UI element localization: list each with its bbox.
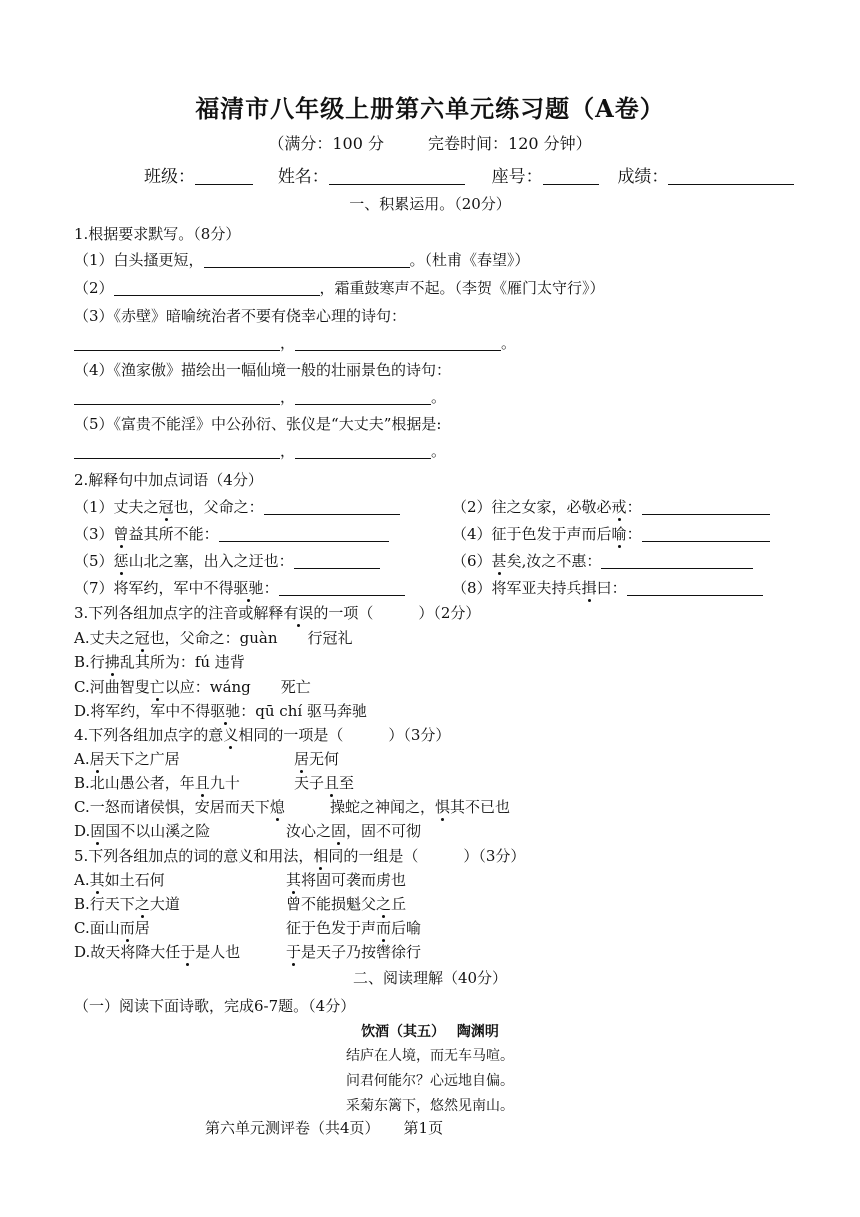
q4-option-a: A.居天下之广居 xyxy=(74,750,180,768)
answer-blank[interactable] xyxy=(74,442,280,459)
q3-option-b: B.行拂乱其所为：fú 违背 xyxy=(74,653,245,671)
reading-part-1: （一）阅读下面诗歌，完成6-7题。（4分） xyxy=(74,997,356,1015)
q5-option-c-2: 征于色发于声而后喻 xyxy=(286,919,422,937)
q4-title: 4.下列各组加点字的意义相同的一项是（ ）（3分） xyxy=(74,726,451,744)
q1-item-5-answer: ， 。 xyxy=(74,441,446,461)
q1-item-4: （4）《渔家傲》描绘出一幅仙境一般的壮丽景色的诗句： xyxy=(74,361,452,379)
q2-item-1: （1）丈夫之冠也，父命之： xyxy=(74,497,400,517)
class-label: 班级： xyxy=(144,167,195,187)
q5-option-c: C.面山而居 xyxy=(74,919,150,937)
q1-title: 1.根据要求默写。（8分） xyxy=(74,225,241,243)
answer-blank[interactable] xyxy=(114,279,320,296)
q3-option-d: D.将军约，军中不得驱驰：qū chí 驱马奔驰 xyxy=(74,702,367,720)
poem-title: 饮酒（其五） 陶渊明 xyxy=(361,1024,499,1040)
page-title: 福清市八年级上册第六单元练习题（A卷） xyxy=(195,94,665,123)
class-blank[interactable] xyxy=(195,168,253,185)
answer-blank[interactable] xyxy=(74,388,280,405)
q4-option-d-2: 汝心之固，固不可彻 xyxy=(286,822,422,840)
answer-blank[interactable] xyxy=(295,442,431,459)
answer-blank[interactable] xyxy=(279,579,405,596)
q2-item-7: （7）将军约，军中不得驱驰： xyxy=(74,578,405,598)
q2-item-5: （5）惩山北之塞，出入之迂也： xyxy=(74,551,380,571)
q4-option-c: C.一怒而诸侯惧，安居而天下熄 xyxy=(74,798,285,816)
answer-blank[interactable] xyxy=(74,334,280,351)
q5-option-b-2: 曾不能损魁父之丘 xyxy=(286,895,407,913)
poem-line-1: 结庐在人境，而无车马喧。 xyxy=(346,1048,514,1064)
score-label: 成绩： xyxy=(617,167,669,187)
time-value: 120 xyxy=(508,134,539,153)
q1-item-5: （5）《富贵不能淫》中公孙衍、张仪是“大丈夫”根据是: xyxy=(74,415,442,433)
seat-blank[interactable] xyxy=(543,168,599,185)
meta-close: 分钟） xyxy=(543,134,592,153)
answer-blank[interactable] xyxy=(295,388,431,405)
answer-blank[interactable] xyxy=(295,334,501,351)
name-label: 姓名： xyxy=(277,167,329,187)
name-blank[interactable] xyxy=(329,168,465,185)
q1-item-3-answer: ， 。 xyxy=(74,333,516,353)
answer-blank[interactable] xyxy=(264,498,400,515)
page-number: 第1页 xyxy=(403,1119,444,1137)
section-heading-1: 一、积累运用。（20分） xyxy=(349,195,511,213)
meta-unit: 分 xyxy=(367,134,384,153)
q4-option-c-2: 操蛇之神闻之，惧其不已也 xyxy=(330,798,511,816)
q2-item-8: （8）将军亚夫持兵揖曰： xyxy=(452,578,763,598)
answer-blank[interactable] xyxy=(294,552,380,569)
score-blank[interactable] xyxy=(668,168,794,185)
exam-meta xyxy=(0,134,860,154)
q1-item-4-answer: ， 。 xyxy=(74,387,446,407)
q2-item-4: （4）征于色发于声而后喻： xyxy=(452,524,770,544)
q3-option-a: A.丈夫之冠也，父命之：guàn 行冠礼 xyxy=(74,629,353,647)
answer-blank[interactable] xyxy=(627,579,763,596)
q2-item-2: （2）往之女家，必敬必戒： xyxy=(452,497,770,517)
answer-blank[interactable] xyxy=(642,525,770,542)
answer-blank[interactable] xyxy=(642,498,770,515)
q1-item-3: （3）《赤壁》暗喻统治者不要有侥幸心理的诗句： xyxy=(74,307,407,325)
q5-option-d: D.故天将降大任于是人也 xyxy=(74,943,241,961)
full-score: 100 xyxy=(332,134,363,153)
answer-blank[interactable] xyxy=(601,552,753,569)
q4-option-d: D.固国不以山溪之险 xyxy=(74,822,211,840)
q3-option-c: C.河曲智叟亡以应：wáng 死亡 xyxy=(74,678,311,696)
q5-option-d-2: 于是天子乃按辔徐行 xyxy=(286,943,422,961)
student-info-row xyxy=(144,167,794,187)
q2-item-3: （3）曾益其所不能： xyxy=(74,524,389,544)
footer-text: 第六单元测评卷（共4页） xyxy=(205,1119,380,1137)
section-heading-2: 二、阅读理解（40分） xyxy=(352,969,508,987)
answer-blank[interactable] xyxy=(204,251,410,268)
q2-item-6: （6）甚矣,汝之不惠： xyxy=(452,551,753,571)
q5-option-a: A.其如土石何 xyxy=(74,871,165,889)
q4-option-a-2: 居无何 xyxy=(294,750,340,768)
q1-item-2: （2） ，霜重鼓寒声不起。（李贺《雁门太守行》） xyxy=(74,279,605,297)
time-label: 完卷时间： xyxy=(428,134,509,153)
q3-title: 3.下列各组加点字的注音或解释有误的一项（ ）（2分） xyxy=(74,604,481,622)
q4-option-b-2: 天子且至 xyxy=(294,774,355,792)
poem-line-3: 采菊东篱下，悠然见南山。 xyxy=(346,1098,514,1114)
q4-option-b: B.北山愚公者，年且九十 xyxy=(74,774,240,792)
q5-title: 5.下列各组加点的词的意义和用法，相同的一组是（ ）（3分） xyxy=(74,847,526,865)
q5-option-b: B.行天下之大道 xyxy=(74,895,180,913)
answer-blank[interactable] xyxy=(219,525,389,542)
seat-label: 座号： xyxy=(491,167,543,187)
q5-option-a-2: 其将固可袭而虏也 xyxy=(286,871,407,889)
page-footer xyxy=(205,1118,443,1138)
q2-title: 2.解释句中加点词语（4分） xyxy=(74,471,263,489)
meta-open: （满分： xyxy=(268,134,333,153)
poem-line-2: 问君何能尔？心远地自偏。 xyxy=(346,1073,514,1089)
q1-item-1: （1）白头搔更短， 。（杜甫《春望》） xyxy=(74,251,530,269)
